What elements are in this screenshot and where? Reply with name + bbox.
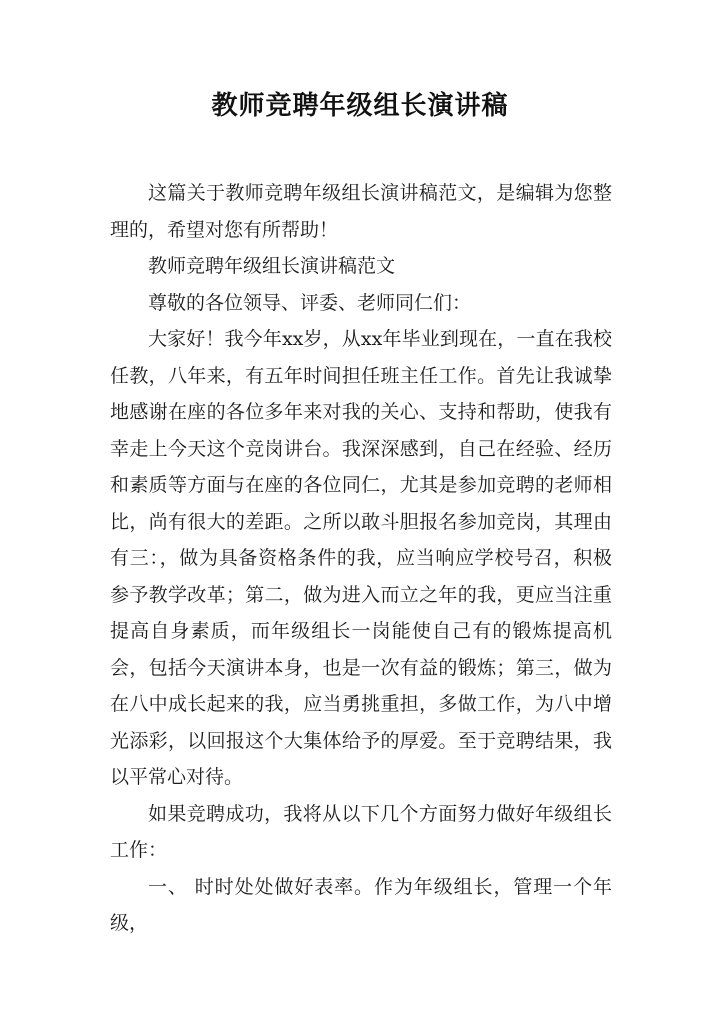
paragraph-salutation: 尊敬的各位领导、评委、老师同仁们：	[148, 291, 472, 314]
paragraph-point-one: 一、 时时处处做好表率。作为年级组长，管理一个年级，	[110, 875, 612, 934]
document-body	[110, 175, 612, 942]
paragraph-intro: 这篇关于教师竞聘年级组长演讲稿范文，是编辑为您整理的，希望对您有所帮助！	[110, 182, 612, 241]
paragraph-plan-intro: 如果竞聘成功，我将从以下几个方面努力做好年级组长工作：	[110, 802, 612, 861]
document-title: 教师竞聘年级组长演讲稿	[211, 91, 509, 121]
paragraph-main: 大家好！我今年xx岁，从xx年毕业到现在，一直在我校任教，八年来，有五年时间担任班主任工作。首先让我诚挚地感谢在座的各位多年来对我的关心、支持和帮助，使我有幸走上今天这个竞岗讲台。我深深感到，自己在经验、经历和素质等方面与在座的各位同仁，尤其是参加竞聘的老师相比，尚有很大的差距。之所以敢斗胆报名参加竞岗，其理由有三：，做为具备资格条件的我，应当响应学校号召，积极参予教学改革；第二，做为进入而立之年的我，更应当注重提高自身素质，而年级组长一岗能使自己有的锻炼提高机会，包括今天演讲本身，也是一次有益的锻炼；第三，做为在八中成长起来的我，应当勇挑重担，多做工作，为八中增光添彩，以回报这个大集体给予的厚爱。至于竞聘结果，我以平常心对待。	[110, 328, 612, 788]
paragraph-subtitle: 教师竞聘年级组长演讲稿范文	[148, 255, 396, 277]
